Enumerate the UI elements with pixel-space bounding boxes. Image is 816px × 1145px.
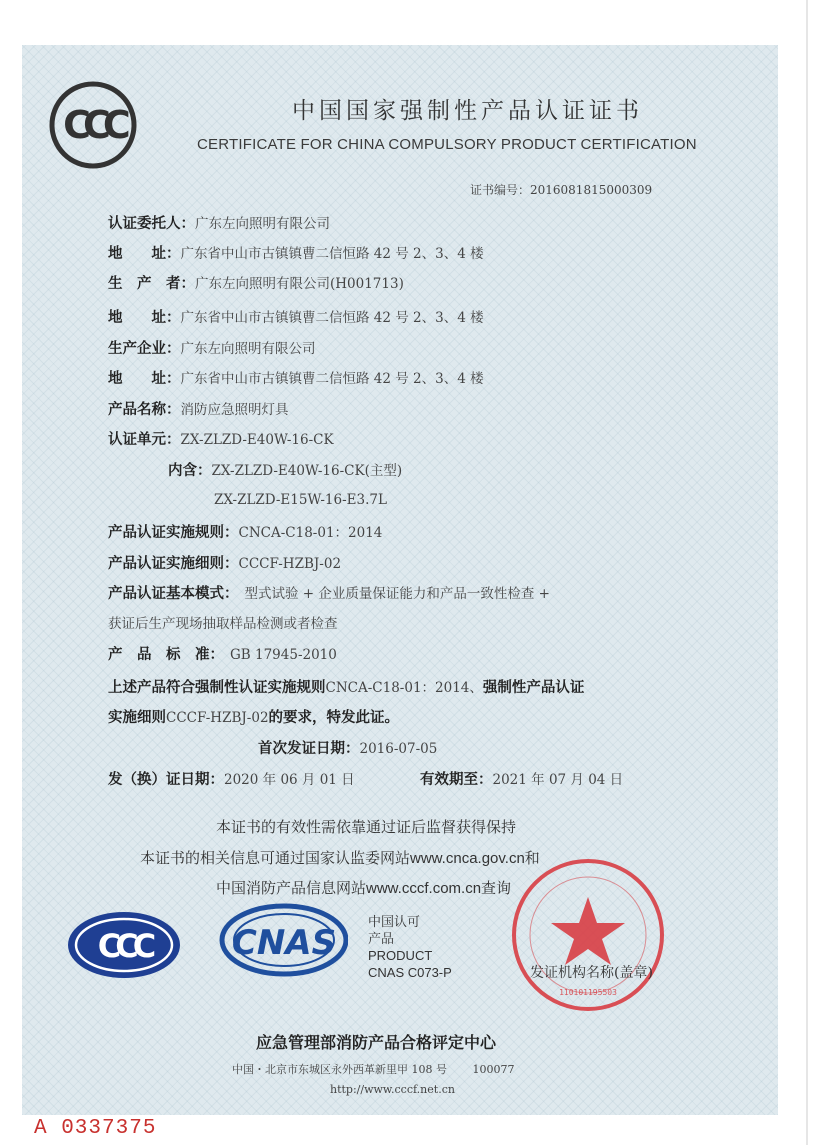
field-cert-mode: 产品认证基本模式： 型式试验 + 企业质量保证能力和产品一致性检查 + (108, 586, 550, 602)
conformity-statement-line2: 实施细则CCCF-HZBJ-02的要求，特发此证。 (108, 710, 400, 726)
page-edge-line (806, 0, 808, 1145)
field-applicant-address: 地 址：广东省中山市古镇镇曹二信恒路 42 号 2、3、4 楼 (108, 246, 484, 262)
title-cn: 中国国家强制性产品认证证书 (292, 98, 643, 124)
field-cert-mode-line2: 获证后生产现场抽取样品检测或者检查 (108, 616, 338, 632)
field-impl-detail: 产品认证实施细则：CCCF-HZBJ-02 (108, 556, 342, 572)
first-issue-date: 首次发证日期：2016-07-05 (258, 741, 438, 757)
field-factory-address: 地 址：广东省中山市古镇镇曹二信恒路 42 号 2、3、4 楼 (108, 371, 484, 387)
field-cert-unit: 认证单元：ZX-ZLZD-E40W-16-CK (108, 432, 334, 448)
conformity-statement-line1: 上述产品符合强制性认证实施规则CNCA-C18-01：2014、强制性产品认证 (108, 680, 585, 696)
field-manufacturer-address: 地 址：广东省中山市古镇镇曹二信恒路 42 号 2、3、4 楼 (108, 310, 484, 326)
field-standard: 产 品 标 准： GB 17945-2010 (108, 647, 337, 663)
ccc-logo-big (66, 910, 182, 980)
link-cccf[interactable]: www.cccf.com.cn (366, 880, 482, 897)
cnas-logo (218, 902, 348, 984)
seal-label: 发证机构名称(盖章) (530, 965, 653, 981)
svg-text:CNAS: CNAS (231, 923, 337, 963)
field-product-name: 产品名称：消防应急照明灯具 (108, 402, 289, 418)
field-contains: 内含：ZX-ZLZD-E40W-16-CK(主型) (168, 463, 403, 479)
serial-number: A 0337375 (34, 1117, 157, 1140)
svg-text:CCC: CCC (63, 103, 123, 147)
svg-text:CCC: CCC (97, 927, 151, 965)
title-en: CERTIFICATE FOR CHINA COMPULSORY PRODUCT CERTIFICATION (197, 136, 697, 153)
notice-query-cnca: 本证书的相关信息可通过国家认监委网站www.cnca.gov.cn和 (140, 849, 540, 867)
svg-text:110101195503: 110101195503 (559, 988, 617, 997)
organization-website[interactable]: http://www.cccf.net.cn (330, 1083, 455, 1096)
link-cnca[interactable]: www.cnca.gov.cn (410, 850, 525, 867)
field-contains-item-2: ZX-ZLZD-E15W-16-E3.7L (214, 492, 387, 508)
cnas-accreditation-text: 中国认可 产品 PRODUCT CNAS C073-P (368, 914, 452, 980)
official-seal-stamp (508, 855, 668, 1015)
field-manufacturer: 生 产 者：广东左向照明有限公司(H001713) (108, 276, 404, 292)
notice-query-cccf: 中国消防产品信息网站www.cccf.com.cn查询 (216, 879, 512, 897)
field-applicant: 认证委托人：广东左向照明有限公司 (108, 216, 330, 232)
field-factory: 生产企业：广东左向照明有限公司 (108, 341, 316, 357)
certificate-number: 证书编号：2016081815000309 (470, 183, 653, 197)
ccc-logo-top (48, 80, 138, 170)
issue-date: 发（换）证日期：2020 年 06 月 01 日 (108, 772, 355, 788)
notice-validity: 本证书的有效性需依靠通过证后监督获得保持 (216, 818, 517, 836)
organization-address: 中国・北京市东城区永外西革新里甲 108 号 100077 (232, 1063, 515, 1076)
field-impl-rule: 产品认证实施规则：CNCA-C18-01：2014 (108, 525, 383, 541)
issuing-organization: 应急管理部消防产品合格评定中心 (256, 1033, 497, 1052)
expiry-date: 有效期至：2021 年 07 月 04 日 (420, 772, 624, 788)
